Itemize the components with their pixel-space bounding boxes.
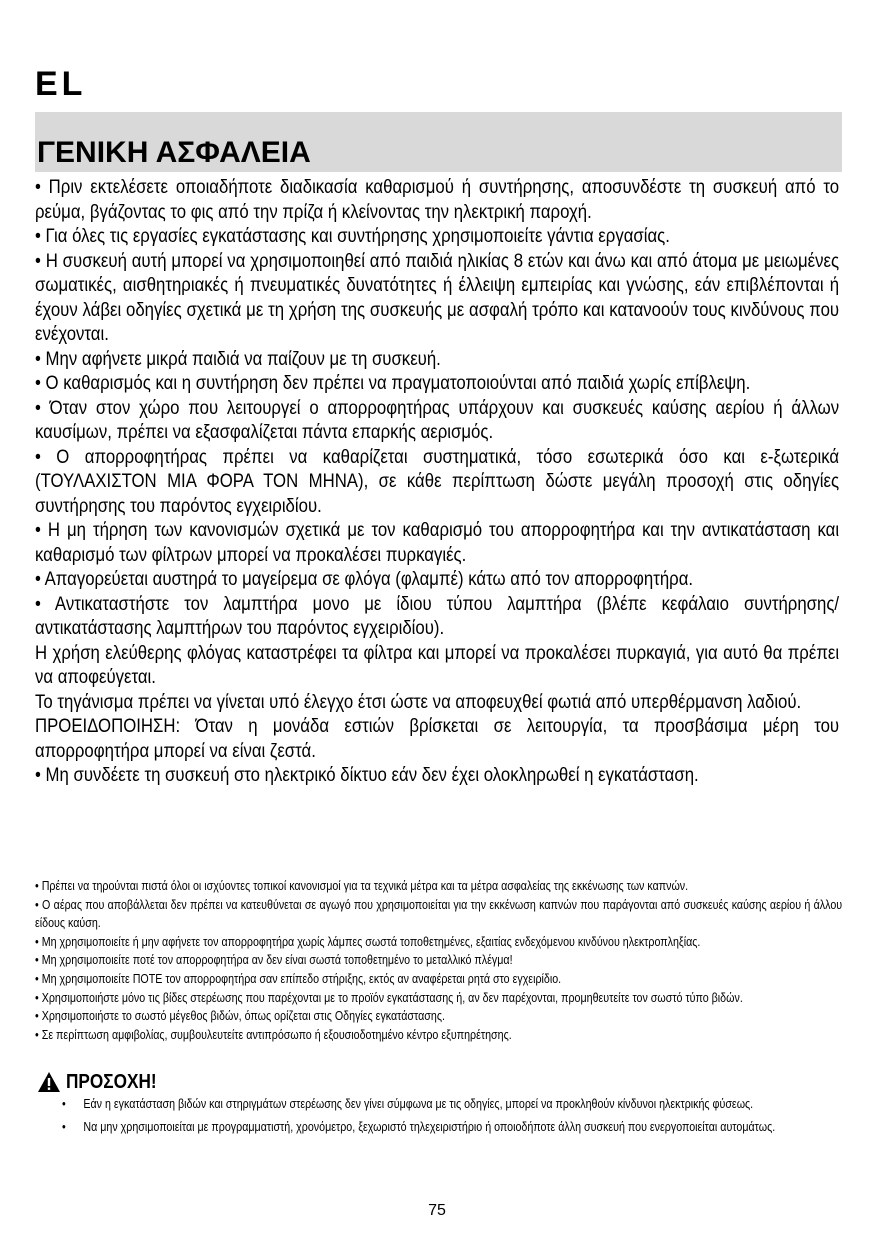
paragraph: • Η συσκευή αυτή μπορεί να χρησιμοποιηθεί από παιδιά ηλικίας 8 ετών και άνω και από άτομα με μειωμένες σωματικές, αισθητηριακές ή πνευματικές δυνατότητες ή έλλειψη εμπειρίας και γνώσης, εάν επιβλέπονται ή έχουν λάβει οδηγίες σχετικά με τη χρήση της συσκευής με ασφαλή τρόπο και κατανοούν τους κινδύνους που ενέχονται. <box>35 249 840 345</box>
bullet: • <box>62 1097 66 1111</box>
paragraph: • Μη συνδέετε τη συσκευή στο ηλεκτρικό δίκτυο εάν δεν έχει ολοκληρωθεί η εγκατάσταση. <box>35 764 699 786</box>
paragraph: • Ο απορροφητήρας πρέπει να καθαρίζεται συστηματικά, τόσο εσωτερικά όσο και ε-ξωτερικά (ΤΟΥΛΑΧΙΣΤΟΝ ΜΙΑ ΦΟΡΑ ΤΟΝ ΜΗΝΑ), σε κάθε περίπτωση δώστε μεγάλη προσοχή στις οδηγίες συντήρησης του παρόντος εγχειριδίου. <box>35 445 840 517</box>
section-header-bar <box>35 112 842 172</box>
caution-item-text: Να μην χρησιμοποιείται με προγραμματιστή, χρονόμετρο, ξεχωριστό τηλεχειριστήριο ή οποιοδήποτε άλλη συσκευή που ενεργοποιείται αυτομάτως. <box>83 1119 776 1134</box>
page-number: 75 <box>428 1202 446 1219</box>
small-note: • Πρέπει να τηρούνται πιστά όλοι οι ισχύοντες τοπικοί κανονισμοί για τα τεχνικά μέτρα και τα μέτρα ασφαλείας της εκκένωσης των καπνών. <box>35 879 689 893</box>
small-note: • Μη χρησιμοποιείτε ΠΟΤΕ τον απορροφητήρα σαν επίπεδο στήριξης, εκτός αν αναφέρεται ρητά στο εγχειρίδιο. <box>35 971 562 986</box>
caution-title: ΠΡΟΣΟΧΗ! <box>66 1070 157 1093</box>
small-notes <box>35 877 842 1044</box>
safety-paragraphs <box>35 175 839 788</box>
caution-item <box>62 1118 840 1138</box>
paragraph: • Όταν στον χώρο που λειτουργεί ο απορροφητήρας υπάρχουν και συσκευές καύσης αερίου ή άλλων καυσίμων, πρέπει να εξασφαλίζεται πάντα επαρκής αερισμός. <box>35 396 840 443</box>
small-note: • Σε περίπτωση αμφιβολίας, συμβουλευτείτε αντιπρόσωπο ή εξουσιοδοτημένο κέντρο εξυπηρέτησης. <box>35 1027 512 1042</box>
caution-item-text: Εάν η εγκατάσταση βιδών και στηριγμάτων στερέωσης δεν γίνει σύμφωνα με τις οδηγίες, μπορεί να προκληθούν κίνδυνοι ηλεκτρικής φύσεως. <box>83 1097 754 1111</box>
small-note: • Χρησιμοποιήστε μόνο τις βίδες στερέωσης που παρέχονται με το προϊόν εγκατάστασης ή, αν δεν παρέχονται, προμηθευτείτε τον σωστό τύπο βιδών. <box>35 990 743 1005</box>
small-note: • Μη χρησιμοποιείτε ή μην αφήνετε τον απορροφητήρα χωρίς λάμπες σωστά τοποθετημένες, εξαιτίας ενδεχόμενου κινδύνου ηλεκτροπληξίας. <box>35 934 701 949</box>
small-note: • Χρησιμοποιήστε το σωστό μέγεθος βιδών, όπως ορίζεται στις Οδηγίες εγκατάστασης. <box>35 1009 445 1024</box>
small-note: • Μη χρησιμοποιείτε ποτέ τον απορροφητήρα αν δεν είναι σωστά τοποθετημένο το μεταλλικό πλέγμα! <box>35 953 513 968</box>
paragraph: ΠΡΟΕΙΔΟΠΟΙΗΣΗ: Όταν η μονάδα εστιών βρίσκεται σε λειτουργία, τα προσβάσιμα μέρη του απορροφητήρα μπορεί να είναι ζεστά. <box>35 715 840 762</box>
paragraph: • Για όλες τις εργασίες εγκατάστασης και συντήρησης χρησιμοποιείτε γάντια εργασίας. <box>35 225 670 247</box>
paragraph: • Η μη τήρηση των κανονισμών σχετικά με τον καθαρισμό του απορροφητήρα και την αντικατάσταση και καθαρισμό των φίλτρων μπορεί να προκαλέσει πυρκαγιές. <box>35 519 840 566</box>
paragraph: • Μην αφήνετε μικρά παιδιά να παίζουν με τη συσκευή. <box>35 347 441 370</box>
bullet: • <box>62 1119 66 1134</box>
paragraph: Το τηγάνισμα πρέπει να γίνεται υπό έλεγχο έτσι ώστε να αποφευχθεί φωτιά από υπερθέρμανση λαδιού. <box>35 690 802 713</box>
caution-item <box>62 1095 840 1115</box>
paragraph: • Απαγορεύεται αυστηρά το μαγείρεμα σε φλόγα (φλαμπέ) κάτω από τον απορροφητήρα. <box>35 568 694 590</box>
paragraph: Η χρήση ελεύθερης φλόγας καταστρέφει τα φίλτρα και μπορεί να προκαλέσει πυρκαγιά, για αυτό θα πρέπει να αποφεύγεται. <box>35 641 840 688</box>
paragraph: • Αντικαταστήστε τον λαμπτήρα μονο με ίδιου τύπου λαμπτήρα (βλέπε κεφάλαιο συντήρησης/αντικατάστασης λαμπτήρων του παρόντος εγχειριδίου). <box>35 592 840 639</box>
section-title: ΓΕΝΙΚΗ ΑΣΦΑΛΕΙΑ <box>37 136 311 169</box>
small-note: • Ο αέρας που αποβάλλεται δεν πρέπει να κατευθύνεται σε αγωγό που χρησιμοποιείται για την εκκένωση καπνών που παράγονται από συσκευές καύσης αερίου ή άλλου είδους καύση. <box>35 897 843 931</box>
paragraph: • Ο καθαρισμός και η συντήρηση δεν πρέπει να πραγματοποιούνται από παιδιά χωρίς επίβλεψη. <box>35 372 751 394</box>
language-code: EL <box>35 65 87 103</box>
warning-triangle-icon <box>37 1071 61 1093</box>
caution-heading <box>37 1069 171 1095</box>
paragraph: • Πριν εκτελέσετε οποιαδήποτε διαδικασία καθαρισμού ή συντήρησης, αποσυνδέστε τη συσκευή από το ρεύμα, βγάζοντας το φις από την πρίζα ή κλείνοντας την ηλεκτρική παροχή. <box>35 176 840 223</box>
caution-list <box>62 1095 840 1140</box>
